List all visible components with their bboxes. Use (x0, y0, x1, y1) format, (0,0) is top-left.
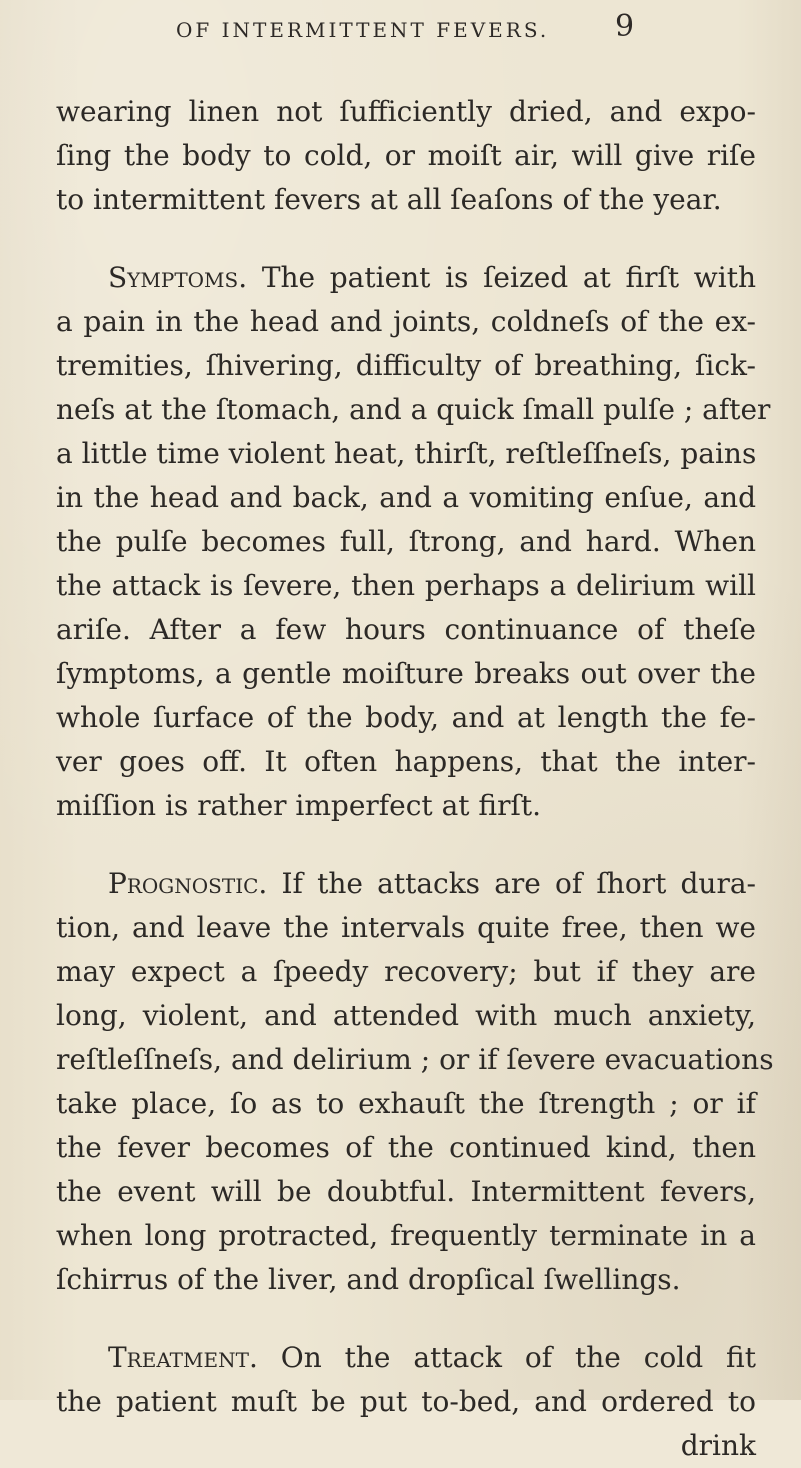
paragraph-symptoms (56, 256, 771, 828)
text-line: take place, ſo as to exhauſt the ſtrength ; or if (56, 1087, 756, 1120)
text-line: ver goes off. It often happens, that the inter- (56, 745, 756, 778)
text-line: the pulſe becomes full, ſtrong, and hard. When (56, 525, 756, 558)
text-line: wearing linen not ſufficiently dried, and expo- (56, 95, 756, 128)
paragraph-treatment (56, 1336, 756, 1468)
section-heading-treatment: Treatment. (108, 1341, 258, 1374)
text-line-content: On the attack of the cold fit (280, 1341, 756, 1374)
text-line: when long protracted, frequently terminate in a (56, 1219, 756, 1252)
text-line: long, violent, and attended with much anxiety, (56, 999, 756, 1032)
running-title: OF INTERMITTENT FEVERS. (176, 18, 550, 42)
text-line: the patient muſt be put to-bed, and ordered to (56, 1385, 756, 1418)
text-line: tremities, ſhivering, difficulty of breathing, ſick- (56, 349, 756, 382)
text-line: ſymptoms, a gentle moiſture breaks out over the (56, 657, 756, 690)
text-line: the attack is ſevere, then perhaps a delirium will (56, 569, 756, 602)
catchword: drink (680, 1429, 756, 1462)
page-number: 9 (615, 9, 635, 44)
text-line: the fever becomes of the continued kind, then (56, 1131, 756, 1164)
text-line (56, 862, 756, 906)
text-line: whole ſurface of the body, and at length the fe- (56, 701, 756, 734)
text-line-content: If the attacks are of ſhort dura- (281, 867, 756, 900)
text-line: tion, and leave the intervals quite free, then we (56, 911, 756, 944)
paragraph-intro (56, 90, 756, 222)
text-line-content: The patient is ſeized at firſt with (261, 261, 757, 294)
text-line: in the head and back, and a vomiting enſue, and (56, 481, 756, 514)
text-line: a little time violent heat, thirſt, reſtleſſneſs, pains (56, 437, 757, 470)
text-line: to intermittent fevers at all ſeaſons of the year. (56, 183, 722, 216)
text-line: miſſion is rather imperfect at firſt. (56, 789, 541, 822)
text-line: ſing the body to cold, or moiſt air, will give riſe (56, 139, 756, 172)
text-line: reſtleſſneſs, and delirium ; or if ſevere evacuations (56, 1043, 774, 1076)
section-heading-prognostic: Prognostic. (108, 867, 268, 900)
text-line: neſs at the ſtomach, and a quick ſmall pulſe ; after (56, 393, 771, 426)
body-text (56, 90, 774, 1468)
section-heading-symptoms: Symptoms. (108, 261, 248, 294)
text-line: ariſe. After a few hours continuance of theſe (56, 613, 756, 646)
text-line: ſchirrus of the liver, and dropſical ſwellings. (56, 1263, 681, 1296)
text-line (56, 1336, 756, 1380)
text-line (56, 256, 756, 300)
text-line: a pain in the head and joints, coldneſs of the ex- (56, 305, 756, 338)
text-line: may expect a ſpeedy recovery; but if they are (56, 955, 756, 988)
running-head (0, 10, 801, 50)
text-line: the event will be doubtful. Intermittent fevers, (56, 1175, 756, 1208)
paragraph-prognostic (56, 862, 774, 1302)
